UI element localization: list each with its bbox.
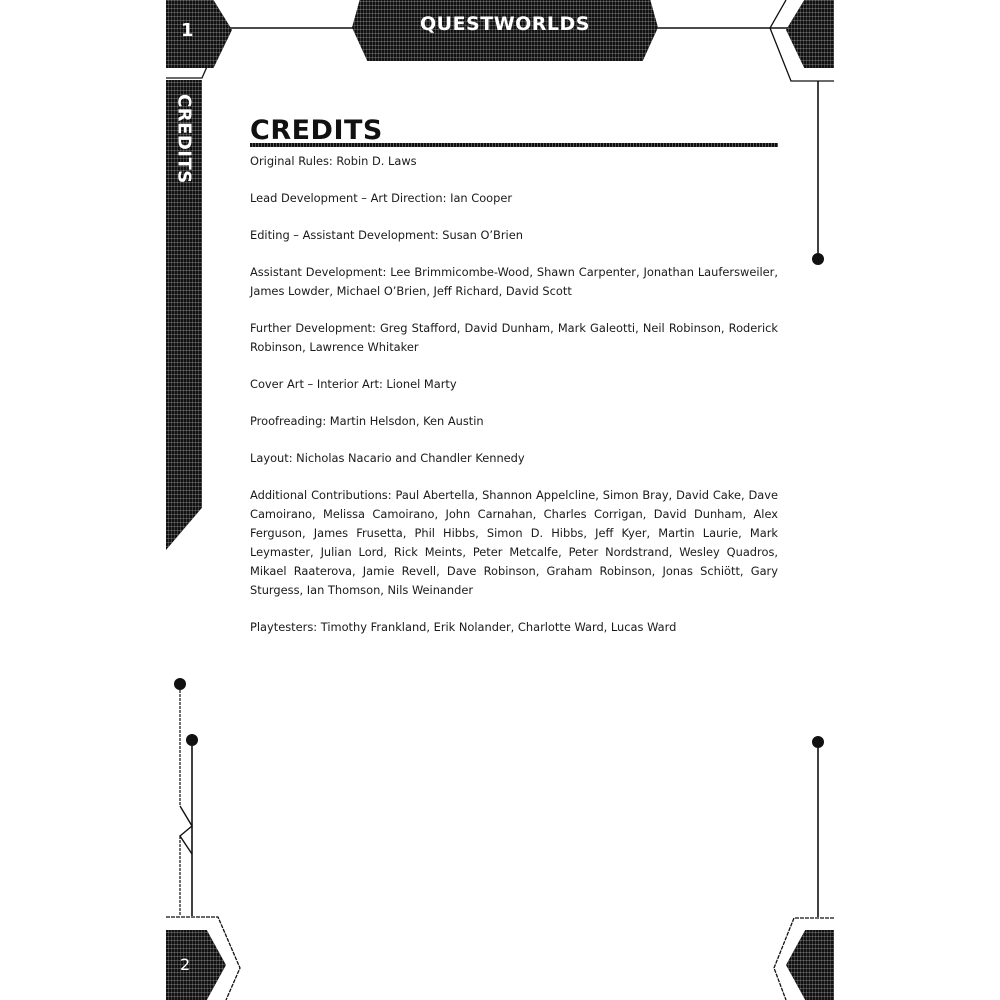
credit-entry: Further Development: Greg Stafford, David Dunham, Mark Galeotti, Neil Robinson, Roderick Robinson, Lawrence Whitaker bbox=[250, 321, 778, 354]
credit-entry: Cover Art – Interior Art: Lionel Marty bbox=[250, 377, 457, 391]
page-number: 2 bbox=[180, 955, 191, 974]
book-title: QUESTWORLDS bbox=[419, 13, 590, 35]
section-tab-label: CREDITS bbox=[173, 94, 195, 184]
page-heading: CREDITS bbox=[250, 115, 383, 146]
credit-entry: Assistant Development: Lee Brimmicombe-Wood, Shawn Carpenter, Jonathan Laufersweiler, James Lowder, Michael O’Brien, Jeff Richard, David Scott bbox=[250, 265, 778, 298]
credit-entry: Lead Development – Art Direction: Ian Cooper bbox=[250, 191, 513, 205]
book-page bbox=[166, 0, 834, 1000]
credit-entry: Layout: Nicholas Nacario and Chandler Kennedy bbox=[250, 451, 525, 465]
credit-entry: Original Rules: Robin D. Laws bbox=[250, 154, 417, 168]
credit-entry: Proofreading: Martin Helsdon, Ken Austin bbox=[250, 414, 484, 428]
chapter-number: 1 bbox=[181, 20, 194, 41]
credit-entry: Editing – Assistant Development: Susan O’Brien bbox=[250, 228, 523, 242]
credits-section bbox=[250, 116, 778, 655]
credit-entry: Additional Contributions: Paul Abertella, Shannon Appelcline, Simon Bray, David Cake, Dave Camoirano, Melissa Camoirano, John Carnahan, Charles Corrigan, David Dunham, Alex Ferguson, James Frusetta, Phil Hibbs, Simon D. Hibbs, Jeff Kyer, Martin Laurie, Mark Leymaster, Julian Lord, Rick Meints, Peter Metcalfe, Peter Nordstrand, Wesley Quadros, Mikael Raaterova, Jamie Revell, Dave Robinson, Graham Robinson, Jonas Schiött, Gary Sturgess, Ian Thomson, Nils Weinander bbox=[250, 488, 778, 597]
credit-entry: Playtesters: Timothy Frankland, Erik Nolander, Charlotte Ward, Lucas Ward bbox=[250, 620, 677, 634]
